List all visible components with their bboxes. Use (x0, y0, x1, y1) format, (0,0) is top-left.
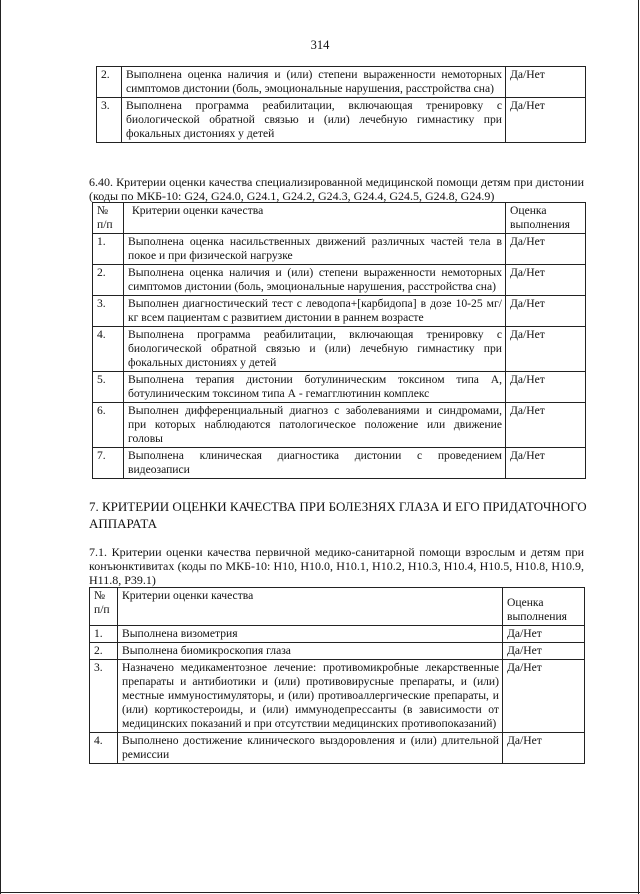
table-row (93, 265, 586, 296)
criterion-text: Выполнен диагностический тест с леводопа+[карбидопа] в дозе 10-25 мг/кг всем пациентам с развитием дистонии в раннем возрасте (124, 296, 506, 327)
section-6-40-table (92, 202, 586, 479)
row-number: 2. (90, 643, 118, 660)
header-number: № п/п (90, 588, 118, 626)
criterion-text: Выполнена биомикроскопия глаза (118, 643, 503, 660)
table-header-row (90, 588, 585, 626)
section-7-1-table (89, 587, 585, 764)
table-row (90, 733, 585, 764)
criterion-text: Выполнена оценка наличия и (или) степени выраженности немоторных симптомов дистонии (боль, эмоциональные нарушения, расстройства сна) (124, 265, 506, 296)
assessment-value: Да/Нет (506, 448, 586, 479)
table-row (93, 296, 586, 327)
row-number: 1. (90, 626, 118, 643)
criterion-text: Выполнена оценка наличия и (или) степени выраженности немоторных симптомов дистонии (боль, эмоциональные нарушения, расстройства сна) (122, 67, 506, 98)
header-assessment: Оценка выполнения (503, 588, 585, 626)
assessment-value: Да/Нет (503, 733, 585, 764)
assessment-value: Да/Нет (506, 403, 586, 448)
table-row (90, 643, 585, 660)
assessment-value: Да/Нет (506, 98, 586, 143)
table-row (93, 234, 586, 265)
row-number: 3. (97, 98, 122, 143)
assessment-value: Да/Нет (506, 265, 586, 296)
table-header-row (93, 203, 586, 234)
criterion-text: Выполнена программа реабилитации, включающая тренировку с биологической обратной связью и (или) лечебную гимнастику при фокальных дистониях у детей (122, 98, 506, 143)
page-frame-bottom (0, 892, 640, 893)
assessment-value: Да/Нет (503, 660, 585, 733)
table-row (93, 403, 586, 448)
table-row (90, 660, 585, 733)
row-number: 6. (93, 403, 124, 448)
row-number: 2. (93, 265, 124, 296)
assessment-value: Да/Нет (503, 643, 585, 660)
row-number: 5. (93, 372, 124, 403)
table-row (97, 67, 586, 98)
row-number: 2. (97, 67, 122, 98)
assessment-value: Да/Нет (506, 234, 586, 265)
assessment-value: Да/Нет (506, 296, 586, 327)
assessment-value: Да/Нет (506, 372, 586, 403)
criterion-text: Назначено медикаментозное лечение: противомикробные лекарственные препараты и антибиотики и (или) противовирусные препараты, и (или) местные иммуностимуляторы, и (или) противоаллергические препараты, и (или) кортикостероиды, и (или) иммунодепрессанты (в зависимости от медицинских показаний и при отсутствии медицинских противопоказаний) (118, 660, 503, 733)
criterion-text: Выполнено достижение клинического выздоровления и (или) длительной ремиссии (118, 733, 503, 764)
table-row (93, 448, 586, 479)
criterion-text: Выполнена оценка насильственных движений различных частей тела в покое и при физической нагрузке (124, 234, 506, 265)
assessment-value: Да/Нет (503, 626, 585, 643)
section-7-1-caption: 7.1. Критерии оценки качества первичной медико-санитарной помощи взрослым и детям при конъюнктивитах (коды по МКБ-10: H10, H10.0, H10.1, H10.2, H10.3, H10.4, H10.5, H10.8, H10.9, H11.8, P39.1) (89, 545, 584, 587)
row-number: 4. (93, 327, 124, 372)
header-criteria: Критерии оценки качества (124, 203, 506, 234)
row-number: 3. (93, 296, 124, 327)
criterion-text: Выполнена терапия дистонии ботулиническим токсином типа А, ботулиническим токсином типа А - гемагглютинин комплекс (124, 372, 506, 403)
table-row (93, 372, 586, 403)
table-row (90, 626, 585, 643)
row-number: 7. (93, 448, 124, 479)
row-number: 4. (90, 733, 118, 764)
assessment-value: Да/Нет (506, 67, 586, 98)
criterion-text: Выполнена клиническая диагностика дистонии с проведением видеозаписи (124, 448, 506, 479)
header-assessment: Оценка выполнения (506, 203, 586, 234)
header-number: № п/п (93, 203, 124, 234)
page-number: 314 (310, 38, 330, 52)
section-7-heading: 7. КРИТЕРИИ ОЦЕНКИ КАЧЕСТВА ПРИ БОЛЕЗНЯХ ГЛАЗА И ЕГО ПРИДАТОЧНОГО АППАРАТА (89, 499, 587, 531)
table-row (97, 98, 586, 143)
criterion-text: Выполнена программа реабилитации, включающая тренировку с биологической обратной связью и (или) лечебную гимнастику при фокальных дистониях у детей (124, 327, 506, 372)
section-6-40-caption: 6.40. Критерии оценки качества специализированной медицинской помощи детям при дистонии (коды по МКБ-10: G24, G24.0, G24.1, G24.2, G24.3, G24.4, G24.5, G24.8, G24.9) (89, 175, 584, 203)
page-frame-left (0, 0, 1, 894)
assessment-value: Да/Нет (506, 327, 586, 372)
continuation-table (96, 66, 586, 143)
page-frame-right (638, 0, 639, 894)
row-number: 3. (90, 660, 118, 733)
row-number: 1. (93, 234, 124, 265)
criterion-text: Выполнен дифференциальный диагноз с заболеваниями и синдромами, при которых наблюдаются патологическое положение или движение головы (124, 403, 506, 448)
header-criteria: Критерии оценки качества (118, 588, 503, 626)
table-row (93, 327, 586, 372)
criterion-text: Выполнена визометрия (118, 626, 503, 643)
